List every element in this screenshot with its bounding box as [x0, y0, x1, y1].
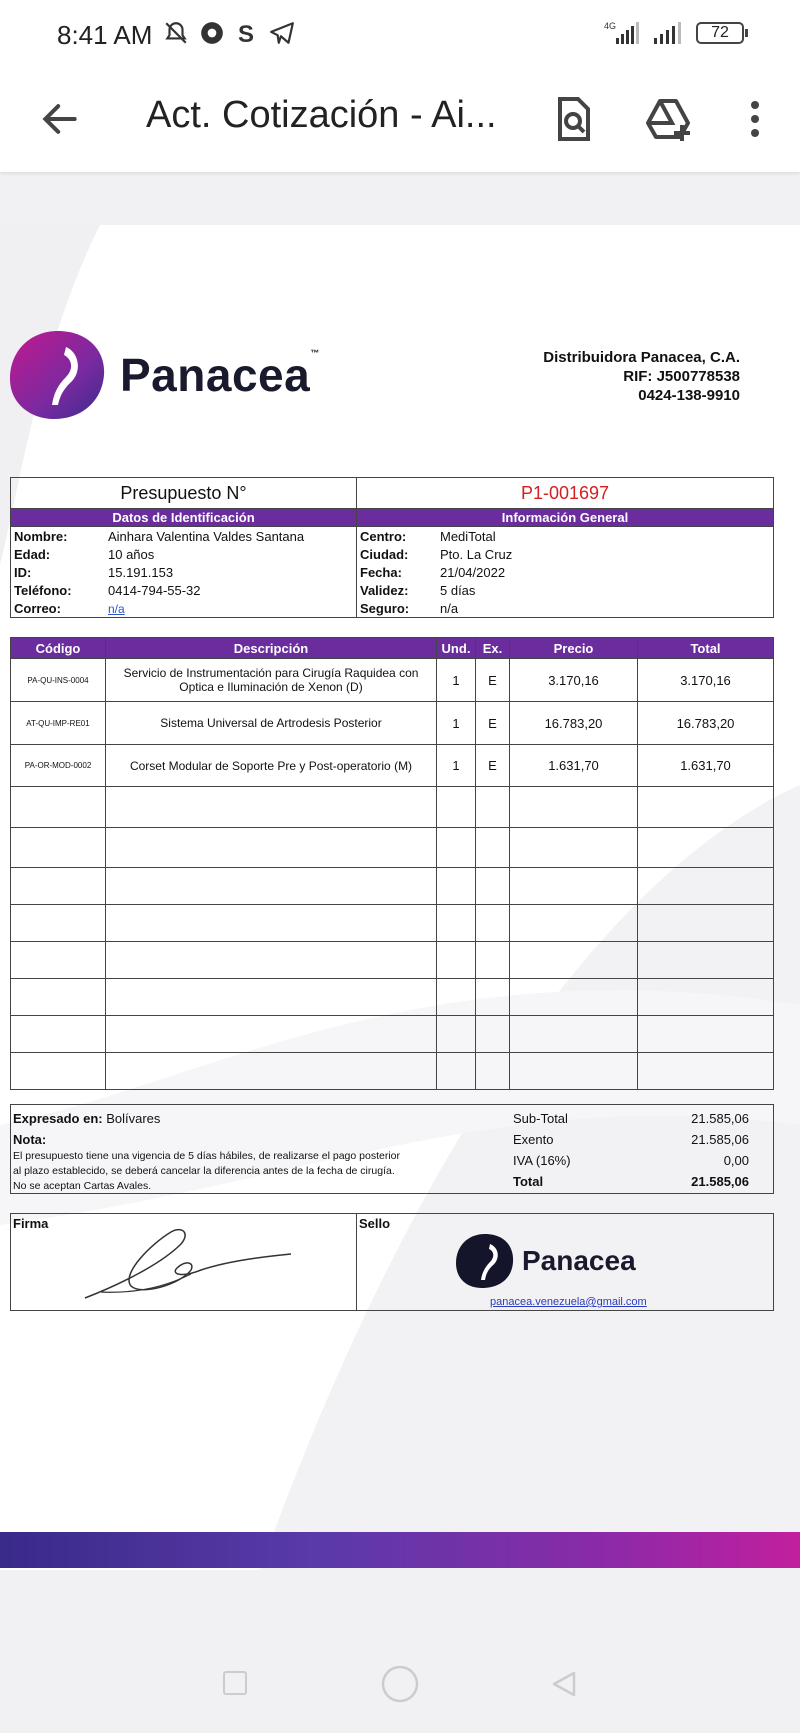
- item-code: PA-OR-MOD-0002: [11, 745, 106, 787]
- table-row: [11, 659, 774, 702]
- system-icons: [598, 20, 744, 46]
- item-price: 1.631,70: [510, 745, 638, 787]
- navigation-bar: [0, 1640, 800, 1733]
- subtotal-label: Sub-Total: [513, 1111, 568, 1126]
- empty-row: [11, 787, 774, 828]
- col-code: Código: [11, 638, 106, 659]
- sello-label: Sello: [359, 1216, 391, 1231]
- note-line: El presupuesto tiene una vigencia de 5 días hábiles, de realizarse el pago posterior: [13, 1150, 400, 1162]
- empty-row: [11, 828, 774, 868]
- signature-area: [11, 1214, 357, 1310]
- item-price: 3.170,16: [510, 659, 638, 702]
- item-code: PA-QU-INS-0004: [11, 659, 106, 702]
- exento-label: Exento: [513, 1132, 554, 1147]
- currency-value: Bolívares: [106, 1111, 161, 1126]
- field-label: Seguro:: [360, 600, 410, 616]
- footer-gradient-bar: [0, 1532, 800, 1568]
- total-value: 21.585,06: [691, 1174, 749, 1189]
- empty-row: [11, 1016, 774, 1053]
- note-label: Nota:: [13, 1132, 47, 1147]
- general-info-header: Información General: [357, 509, 774, 527]
- status-time: 8:41 AM: [57, 20, 153, 50]
- empty-row: [11, 905, 774, 942]
- logo-text: Panacea™: [120, 348, 320, 401]
- item-exempt: E: [476, 659, 510, 702]
- col-total: Total: [638, 638, 774, 659]
- bell-off-icon: [163, 20, 189, 46]
- svg-text:4G: 4G: [604, 21, 617, 31]
- item-total: 16.783,20: [638, 702, 774, 745]
- empty-row: [11, 868, 774, 905]
- insurance-value: n/a: [440, 600, 459, 616]
- document-page[interactable]: [0, 225, 800, 1570]
- iva-value: 0,00: [723, 1153, 749, 1168]
- stamp-logo: [454, 1232, 636, 1290]
- recent-apps-icon[interactable]: [222, 1670, 248, 1696]
- status-bar: [0, 0, 800, 72]
- app-bar: [0, 72, 800, 172]
- stamp-logo-mark-icon: [454, 1232, 516, 1290]
- firma-label: Firma: [13, 1216, 49, 1231]
- note-text: [13, 1149, 443, 1194]
- field-label: Edad:: [14, 546, 51, 562]
- company-name: Distribuidora Panacea, C.A.: [543, 349, 740, 366]
- field-label: Validez:: [360, 582, 409, 598]
- quote-title-label: Presupuesto N°: [11, 478, 357, 509]
- col-exempt: Ex.: [476, 638, 510, 659]
- home-icon[interactable]: [380, 1664, 420, 1704]
- item-unit: 1: [437, 702, 476, 745]
- table-row: [11, 702, 774, 745]
- note-line: al plazo establecido, se deberá cancelar la diferencia antes de la fecha de cirugía.: [13, 1165, 395, 1177]
- note-line: No se aceptan Cartas Avales.: [13, 1180, 152, 1192]
- col-description: Descripción: [106, 638, 437, 659]
- empty-row: [11, 979, 774, 1016]
- empty-row: [11, 1053, 774, 1090]
- more-options-icon[interactable]: [731, 94, 779, 144]
- general-info-fields: [357, 527, 773, 617]
- battery-icon: 72: [696, 22, 744, 44]
- city-value: Pto. La Cruz: [440, 546, 513, 562]
- item-unit: 1: [437, 745, 476, 787]
- stamp-text: Panacea: [522, 1245, 636, 1276]
- field-label: Centro:: [360, 528, 407, 544]
- field-label: ID:: [14, 564, 32, 580]
- item-total: 1.631,70: [638, 745, 774, 787]
- empty-row: [11, 942, 774, 979]
- quote-info-table: [10, 477, 774, 618]
- signal-4g-icon: [598, 20, 642, 46]
- summary-notes: [13, 1111, 443, 1194]
- identification-header: Datos de Identificación: [11, 509, 357, 527]
- patient-email-link[interactable]: n/a: [108, 601, 125, 616]
- items-table: [10, 637, 774, 1090]
- field-label: Teléfono:: [14, 582, 72, 598]
- svg-text:S: S: [238, 21, 255, 46]
- field-label: Fecha:: [360, 564, 402, 580]
- signal-icon: [652, 20, 686, 46]
- back-nav-icon[interactable]: [550, 1670, 578, 1698]
- patient-name: Ainhara Valentina Valdes Santana: [108, 528, 305, 544]
- item-description: Servicio de Instrumentación para Cirugía Raquidea con Optica e Iluminación de Xenon (D): [106, 659, 437, 702]
- item-code: AT-QU-IMP-RE01: [11, 702, 106, 745]
- item-description: Corset Modular de Soporte Pre y Post-operatorio (M): [106, 745, 437, 787]
- company-info: [543, 348, 740, 405]
- item-exempt: E: [476, 745, 510, 787]
- item-exempt: E: [476, 702, 510, 745]
- item-description: Sistema Universal de Artrodesis Posterior: [106, 702, 437, 745]
- patient-age: 10 años: [108, 546, 155, 562]
- table-row: [11, 745, 774, 787]
- iva-label: IVA (16%): [513, 1153, 571, 1168]
- signature-box: [10, 1213, 774, 1311]
- add-to-drive-icon[interactable]: [644, 94, 692, 144]
- panacea-logo-mark-icon: [8, 329, 108, 421]
- field-label: Nombre:: [14, 528, 68, 544]
- trademark-symbol: ™: [310, 348, 320, 358]
- exento-value: 21.585,06: [691, 1132, 749, 1147]
- notification-icons: [163, 20, 295, 46]
- item-total: 3.170,16: [638, 659, 774, 702]
- search-in-document-icon[interactable]: [548, 94, 596, 144]
- center-value: MediTotal: [440, 528, 496, 544]
- telegram-icon: [269, 20, 295, 46]
- validity-value: 5 días: [440, 582, 476, 598]
- items-header-row: [11, 638, 774, 659]
- patient-id: 15.191.153: [108, 564, 174, 580]
- skype-s-icon: [235, 20, 259, 46]
- item-unit: 1: [437, 659, 476, 702]
- item-price: 16.783,20: [510, 702, 638, 745]
- stamp-email-link[interactable]: panacea.venezuela@gmail.com: [490, 1296, 647, 1308]
- patient-phone: 0414-794-55-32: [108, 582, 201, 598]
- handwritten-signature: [81, 1224, 301, 1304]
- field-label: Ciudad:: [360, 546, 409, 562]
- date-value: 21/04/2022: [440, 564, 506, 580]
- total-label: Total: [513, 1174, 544, 1189]
- col-price: Precio: [510, 638, 638, 659]
- document-title: Act. Cotización - Ai...: [146, 94, 497, 136]
- company-rif: RIF: J500778538: [623, 368, 740, 385]
- company-phone: 0424-138-9910: [638, 387, 740, 404]
- subtotal-value: 21.585,06: [691, 1111, 749, 1126]
- identification-fields: [11, 527, 356, 617]
- totals: [513, 1111, 749, 1195]
- expressed-label: Expresado en:: [13, 1111, 103, 1126]
- quote-number: P1-001697: [357, 478, 774, 509]
- col-unit: Und.: [437, 638, 476, 659]
- panacea-logo: [8, 329, 320, 421]
- field-label: Correo:: [14, 600, 61, 616]
- back-arrow-icon[interactable]: [38, 97, 82, 141]
- summary-box: [10, 1104, 774, 1194]
- chrome-icon: [199, 20, 225, 46]
